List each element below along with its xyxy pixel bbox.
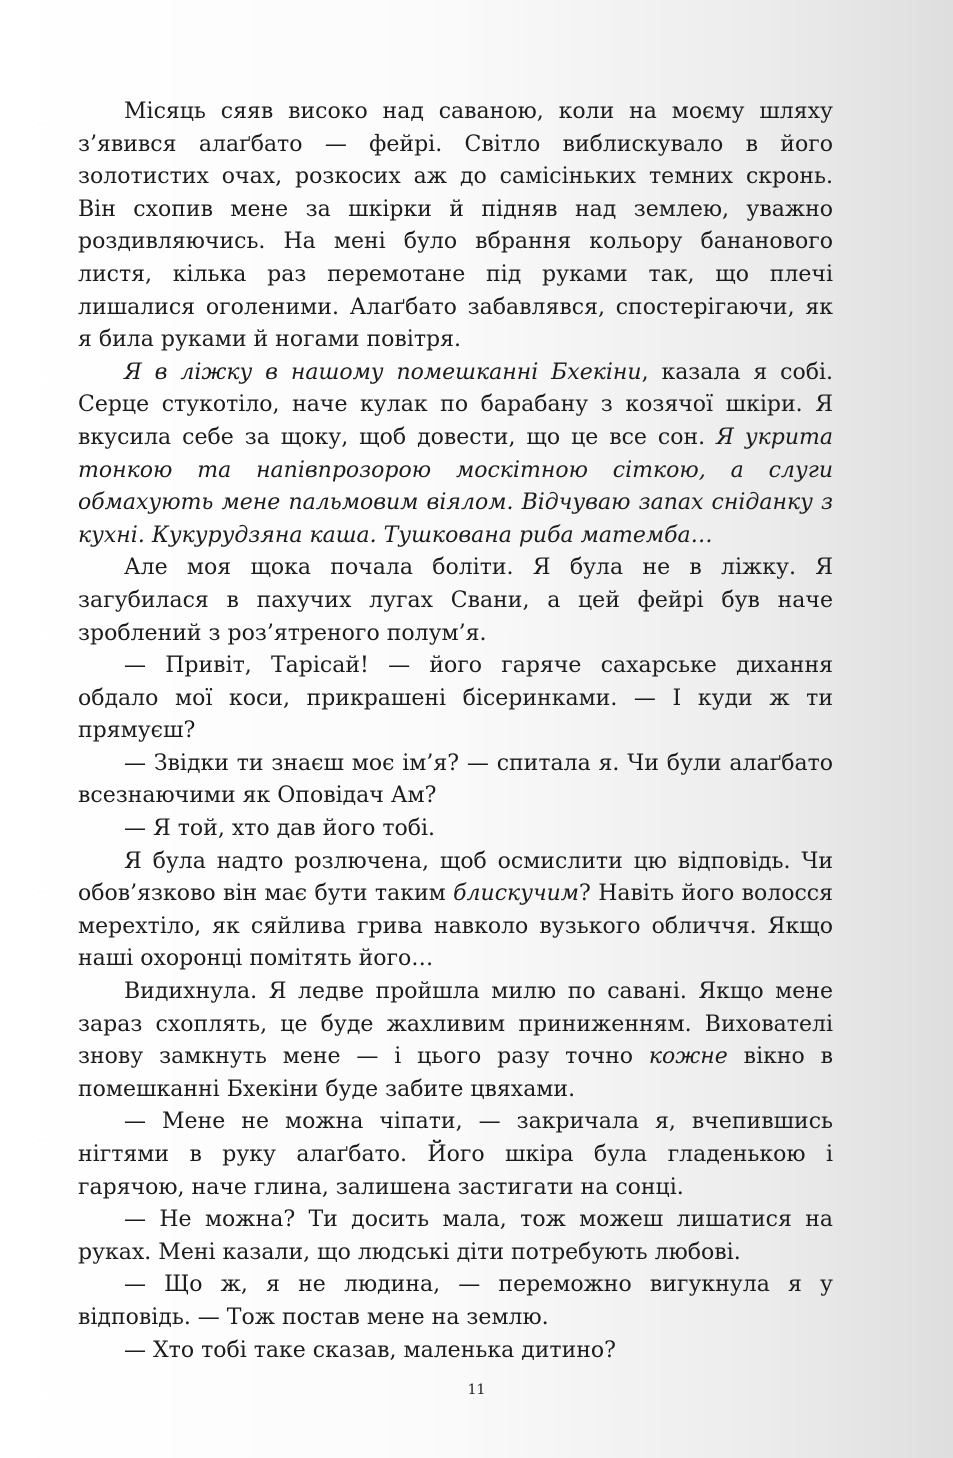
paragraph-11: — Що ж, я не людина, — переможно вигукнула я у відповідь. — Тож постав мене на землю.: [78, 1272, 833, 1330]
paragraph-6: — Я той, хто дав його тобі.: [124, 816, 436, 842]
paragraph-1: Місяць сяяв високо над саваною, коли на моєму шляху з’явився алаґбато — фейрі. Світло виблискувало в його золотистих очах, розкосих аж до самісіньких темних скронь. Він схопив мене за шкірки й підняв над землею, уважно роздивляючись. На мені було вбрання кольору бананового листя, кілька раз перемотане під руками так, що плечі лишалися оголеними. Алаґбато забавлявся, спостерігаючи, як я била руками й ногами повітря.: [78, 99, 833, 353]
page-number: 11: [467, 1382, 486, 1398]
paragraph-9: — Мене не можна чіпати, — закричала я, вчепившись нігтями в руку алаґбато. Його шкіра була гладенькою і гарячою, наче глина, залишена застигати на сонці.: [78, 1109, 833, 1200]
paragraph-2: Я в ліжку в нашому помешканні Бхекіни, казала я собі. Серце стукотіло, наче кулак по барабану з козячої шкіри. Я вкусила себе за щоку, щоб довести, що це все сон. Я укрита тонкою та напівпрозорою москітною сіткою, а слуги обмахують мене пальмовим віялом. Відчуваю запах сніданку з кухні. Кукурудзяна каша. Тушкована риба матемба…: [78, 359, 834, 548]
paragraph-4: — Привіт, Тарісай! — його гаряче сахарське дихання обдало мої коси, прикрашені бісеринками. — І куди ж ти прямуєш?: [78, 653, 833, 744]
paragraph-10: — Не можна? Ти досить мала, тож можеш лишатися на руках. Мені казали, що людські діти потребують любові.: [78, 1207, 833, 1265]
paragraph-12: — Хто тобі таке сказав, маленька дитино?: [124, 1337, 616, 1363]
body-text: [78, 96, 833, 1367]
paragraph-3: Але моя щока почала боліти. Я була не в ліжку. Я загубилася в пахучих лугах Свани, а цей фейрі був наче зроблений з роз’ятреного полум’я.: [78, 555, 833, 646]
paragraph-8: Видихнула. Я ледве пройшла милю по савані. Якщо мене зараз схоплять, це буде жахливим приниженням. Вихователі знову замкнуть мене — і цього разу точно кожне вікно в помешканні Бхекіни буде забите цвяхами.: [78, 979, 834, 1102]
paragraph-5: — Звідки ти знаєш моє ім’я? — спитала я. Чи були алаґбато всезнаючими як Оповідач Ам?: [78, 750, 833, 809]
paragraph-7: Я була надто розлючена, щоб осмислити цю відповідь. Чи обов’язково він має бути таким блискучим? Навіть його волосся мерехтіло, як сяйлива грива навколо вузького обличчя. Якщо наші охоронці помітять його…: [78, 848, 833, 972]
